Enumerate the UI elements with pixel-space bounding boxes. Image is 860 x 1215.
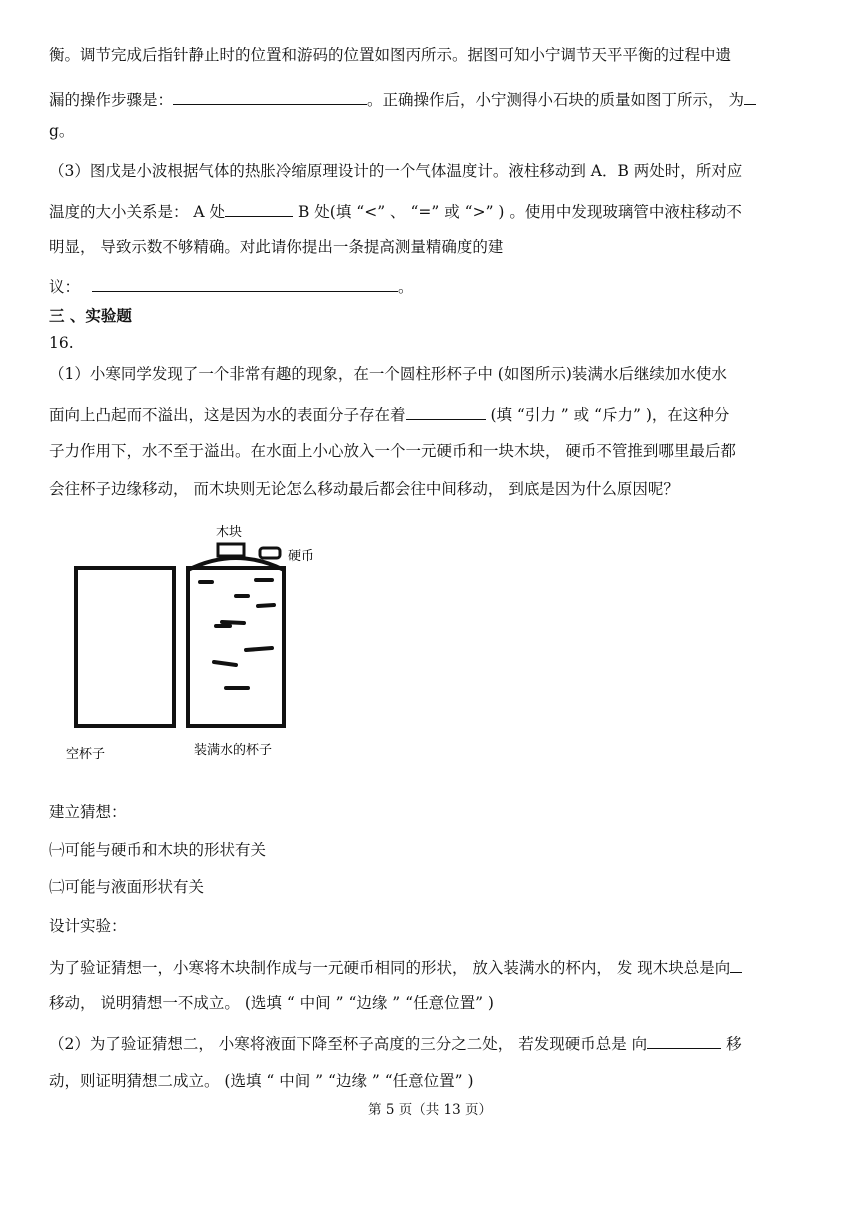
text-line [49,1071,474,1091]
answer-blank[interactable] [173,88,367,105]
text-line [49,88,756,110]
text-line [49,916,127,936]
text-line [49,403,729,425]
page-number: 第 5 页（共 13 页） [368,1102,492,1118]
paragraph-text: 动，则证明猜想二成立。 (选填 “ 中间 ” “边缘 ” “任意位置” ) [49,1072,474,1090]
text-line [49,993,494,1013]
answer-blank[interactable] [647,1032,721,1049]
section-heading [49,306,132,326]
coin-label: 硬币 [288,549,315,564]
water-marks [200,580,274,688]
paragraph-text: 漏的操作步骤是： [49,91,174,109]
paragraph-text: 移 [721,1035,742,1053]
answer-blank[interactable] [730,956,742,973]
paragraph-text: 子力作用下，水不至于溢出。在水面上小心放入一个一元硬币和一块木块， 硬币不管推到哪里最后都 [49,442,736,460]
wood-block-label: 木块 [216,525,243,540]
paragraph-text: （1）小寒同学发现了一个非常有趣的现象，在一个圆柱形杯子中 (如图所示)装满水后继续加水使水 [49,365,727,383]
text-line [49,161,742,181]
paragraph-text: ㈡可能与液面形状有关 [49,878,205,896]
text-line [49,956,742,978]
text-line [49,877,204,897]
coin [260,548,280,558]
paragraph-text: 移动， 说明猜想一不成立。 (选填 “ 中间 ” “边缘 ” “任意位置” ) [49,994,494,1012]
text-line [49,200,742,222]
text-line [49,479,679,499]
paragraph-text: 衡。调节完成后指针静止时的位置和游码的位置如图丙所示。据图可知小宁调节天平平衡的过程中遗 [49,46,732,64]
full-cup-label: 装满水的杯子 [194,743,273,758]
answer-blank[interactable] [406,403,486,420]
text-line [49,237,503,257]
answer-blank[interactable] [92,275,398,292]
text-line [49,275,414,297]
paragraph-text: （2）为了验证猜想二， 小寒将液面下降至杯子高度的三分之二处， 若发现硬币总是 向 [49,1035,648,1053]
text-line [49,45,731,65]
paragraph-text: （3）图戊是小波根据气体的热胀冷缩原理设计的一个气体温度计。液柱移动到 A．B 两处时，所对应 [49,162,743,180]
page-footer [0,1098,860,1118]
paragraph-text: (填 “引力 ” 或 “斥力” )，在这种分 [485,406,730,424]
text-line [49,1032,742,1054]
question-number-text: 16. [49,334,74,352]
answer-blank[interactable] [744,88,756,105]
text-line [49,121,74,141]
question-number [49,333,74,353]
text-line [49,441,736,461]
text-line [49,802,127,822]
cups-figure [60,518,350,768]
paragraph-text: 面向上凸起而不溢出，这是因为水的表面分子存在着 [49,406,406,424]
paragraph-text: 设计实验： [49,917,127,935]
text-line [49,364,727,384]
paragraph-text: 为了验证猜想一，小寒将木块制作成与一元硬币相同的形状， 放入装满水的杯内， 发 现木块总是向 [49,959,731,977]
answer-blank[interactable] [225,200,293,217]
wood-block [218,544,244,556]
paragraph-text: 明显， 导致示数不够精确。对此请你提出一条提高测量精确度的建 [49,238,504,256]
paragraph-text: 议： [49,278,81,296]
paragraph-text: ㈠可能与硬币和木块的形状有关 [49,841,267,859]
section-title: 三 、实验题 [49,306,132,325]
empty-cup-label: 空杯子 [66,747,106,762]
paragraph-text: 会往杯子边缘移动， 而木块则无论怎么移动最后都会往中间移动， 到底是因为什么原因呢？ [49,480,679,498]
text-line [49,840,266,860]
paragraph-text: 。 [398,278,414,296]
paragraph-text: g。 [49,122,75,140]
empty-cup [76,568,174,726]
paragraph-text: 建立猜想： [49,803,127,821]
paragraph-text: 。正确操作后，小宁测得小石块的质量如图丁所示， 为 [367,91,744,109]
paragraph-text: 温度的大小关系是： A 处 [49,203,226,221]
paragraph-text: B 处(填 “<” 、 “=” 或 “>” ) 。使用中发现玻璃管中液柱移动不 [293,203,742,221]
